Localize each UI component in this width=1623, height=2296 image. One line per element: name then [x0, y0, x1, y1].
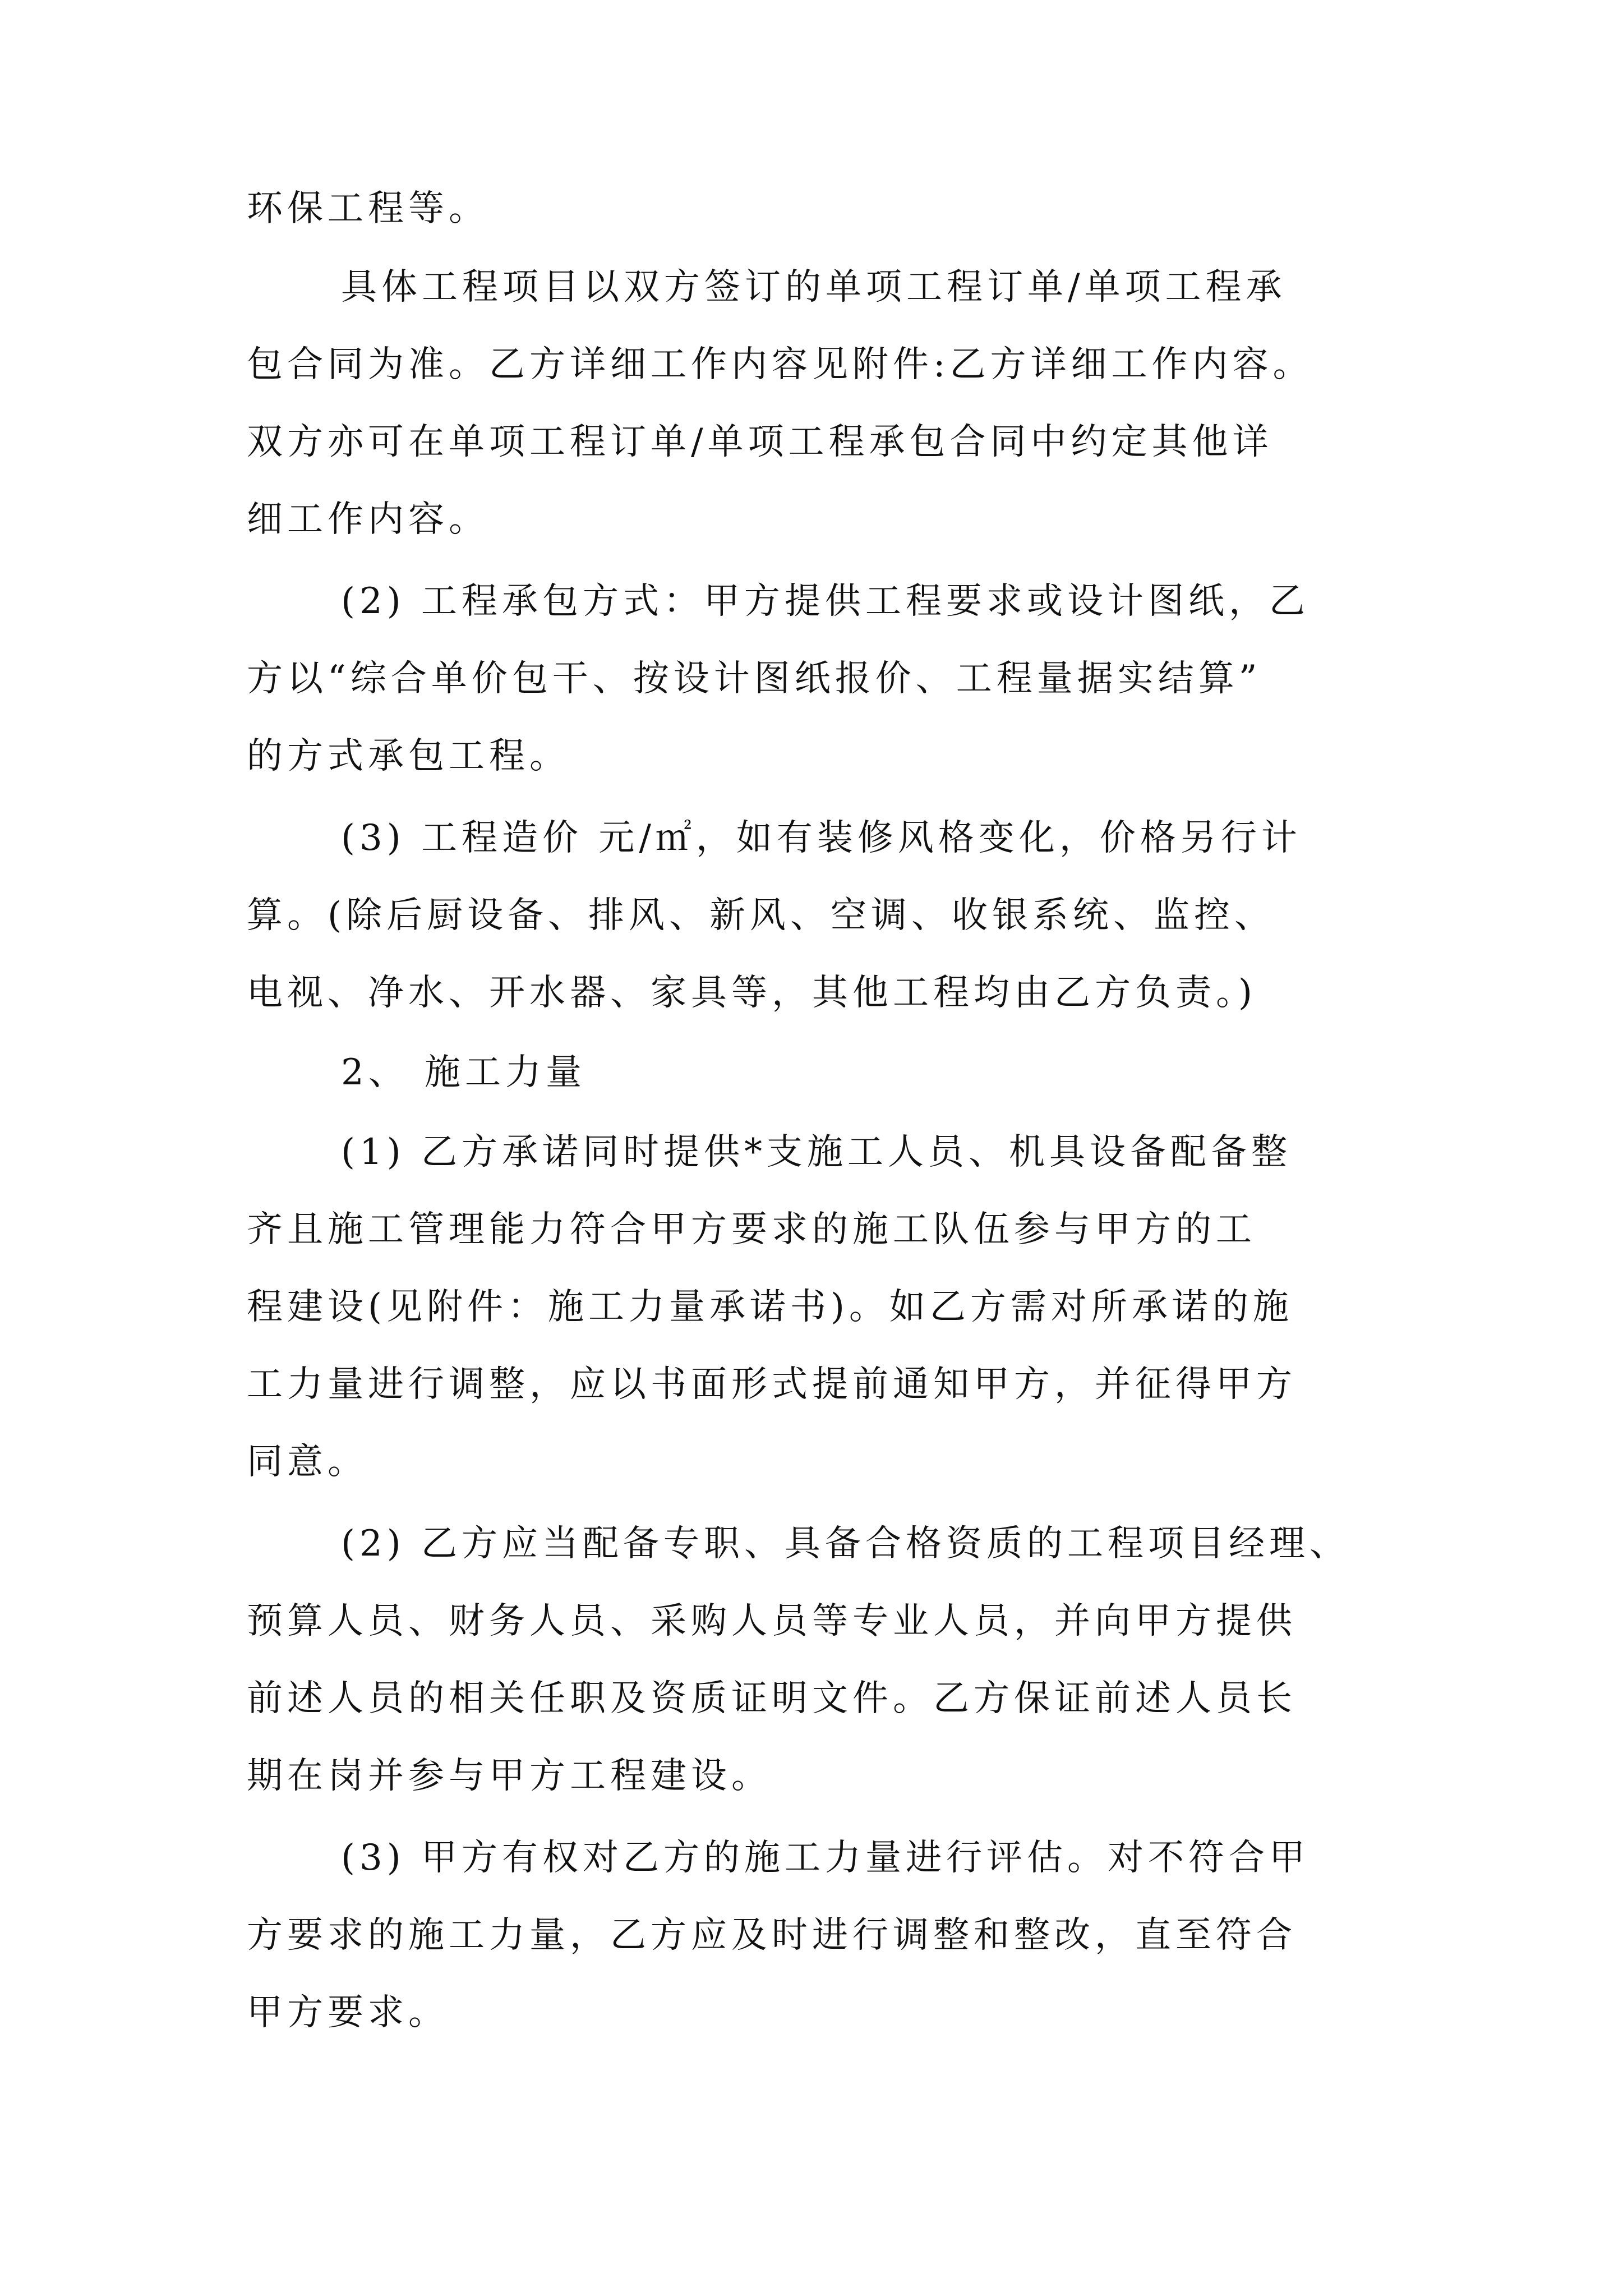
text-line: 细工作内容。 [247, 499, 489, 540]
paragraph-start-line: (3) 工程造价 元/㎡，如有装修风格变化，价格另行计 [341, 817, 1302, 859]
section-heading: 2、 施工力量 [341, 1052, 587, 1093]
text-line: 同意。 [247, 1441, 368, 1483]
paragraph-start-line: (1) 乙方承诺同时提供*支施工人员、机具设备配备整 [341, 1131, 1292, 1173]
text-line: 期在岗并参与甲方工程建设。 [247, 1755, 772, 1797]
text-line: 预算人员、财务人员、采购人员等专业人员，并向甲方提供 [247, 1600, 1297, 1642]
text-line: 双方亦可在单项工程订单/单项工程承包合同中约定其他详 [247, 421, 1273, 463]
text-line: 电视、净水、开水器、家具等，其他工程均由乙方负责。) [247, 972, 1257, 1014]
text-line: 方要求的施工力量，乙方应及时进行调整和整改，直至符合 [247, 1915, 1297, 1956]
paragraph-start-line: 具体工程项目以双方签订的单项工程订单/单项工程承 [341, 266, 1287, 308]
paragraph-start-line: (3) 甲方有权对乙方的施工力量进行评估。对不符合甲 [341, 1837, 1310, 1879]
text-line: 方以“综合单价包干、按设计图纸报价、工程量据实结算” [247, 658, 1262, 700]
text-line: 的方式承包工程。 [247, 735, 570, 777]
text-line: 齐且施工管理能力符合甲方要求的施工队伍参与甲方的工 [247, 1209, 1256, 1250]
paragraph-start-line: (2) 工程承包方式：甲方提供工程要求或设计图纸，乙 [341, 581, 1310, 622]
paragraph-start-line: (2) 乙方应当配备专职、具备合格资质的工程项目经理、 [341, 1523, 1350, 1565]
text-line: 算。(除后厨设备、排风、新风、空调、收银系统、监控、 [247, 895, 1275, 936]
text-line: 包合同为准。乙方详细工作内容见附件:乙方详细工作内容。 [247, 344, 1313, 385]
text-line: 工力量进行调整，应以书面形式提前通知甲方，并征得甲方 [247, 1364, 1297, 1405]
text-line: 环保工程等。 [247, 188, 489, 229]
text-line: 前述人员的相关任职及资质证明文件。乙方保证前述人员长 [247, 1678, 1297, 1719]
text-line: 程建设(见附件：施工力量承诺书)。如乙方需对所承诺的施 [247, 1286, 1293, 1328]
text-line: 甲方要求。 [247, 1992, 449, 2033]
